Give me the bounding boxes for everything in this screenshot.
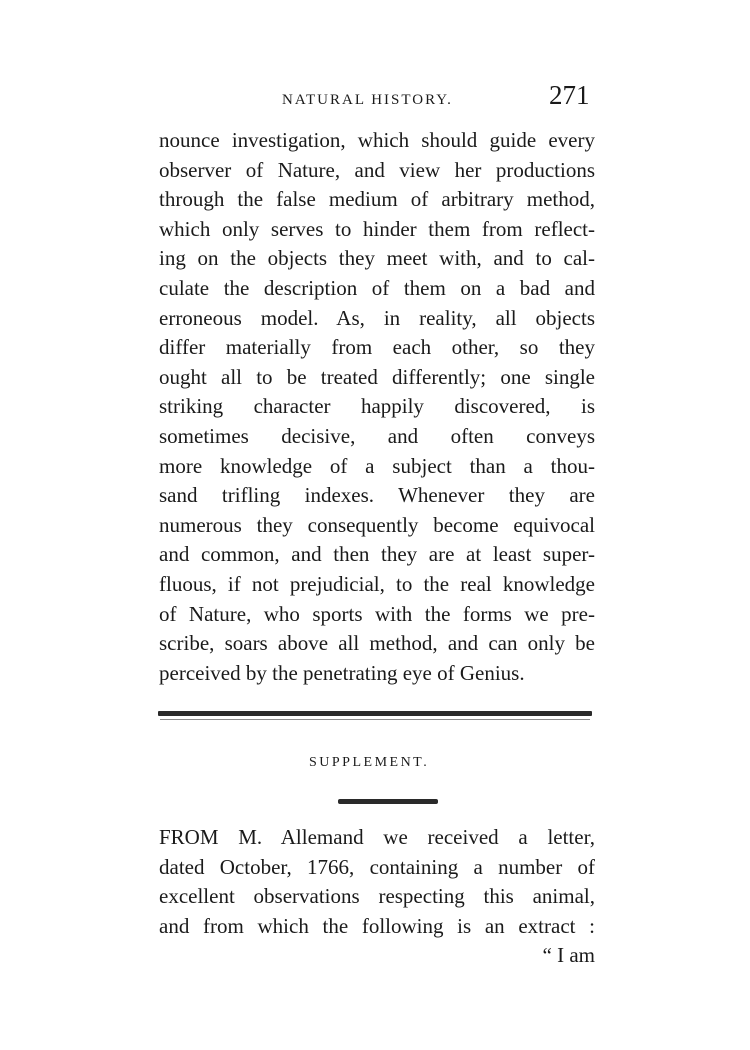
text-line: excellent observations respecting this animal, <box>159 884 595 909</box>
section-divider-hairline <box>160 719 590 720</box>
page-number: 271 <box>549 80 590 110</box>
running-title: NATURAL HISTORY. <box>282 92 453 108</box>
supplement-title: SUPPLEMENT. <box>309 755 430 770</box>
text-line: and from which the following is an extract : <box>159 913 595 938</box>
text-line: erroneous model. As, in reality, all objects <box>159 305 595 330</box>
text-line: which only serves to hinder them from reflect- <box>159 216 595 241</box>
heading-ornament-rule <box>338 799 438 804</box>
supplement-paragraph <box>159 823 595 971</box>
text-line: numerous they consequently become equivocal <box>159 512 595 537</box>
running-head <box>0 78 750 118</box>
section-divider-rule <box>158 711 592 716</box>
text-line: and common, and then they are at least super- <box>159 542 595 567</box>
text-line: culate the description of them on a bad and <box>159 275 595 300</box>
text-line: sometimes decisive, and often conveys <box>159 423 595 448</box>
text-line: dated October, 1766, containing a number of <box>159 854 595 879</box>
text-line: FROM M. Allemand we received a letter, <box>159 825 595 849</box>
text-line: scribe, soars above all method, and can only be <box>159 631 595 656</box>
catchword: “ I am <box>542 943 595 968</box>
text-line: of Nature, who sports with the forms we pre- <box>159 601 595 626</box>
text-line: observer of Nature, and view her productions <box>159 157 595 182</box>
body-paragraph <box>159 126 595 688</box>
text-line: nounce investigation, which should guide every <box>159 128 595 152</box>
text-line: sand trifling indexes. Whenever they are <box>159 483 595 508</box>
text-line: ought all to be treated differently; one single <box>159 364 595 389</box>
text-line: differ materially from each other, so they <box>159 335 595 360</box>
text-line: ing on the objects they meet with, and to cal- <box>159 246 595 271</box>
text-line: more knowledge of a subject than a thou- <box>159 453 595 478</box>
text-line: perceived by the penetrating eye of Genius. <box>159 660 525 685</box>
text-line: through the false medium of arbitrary method, <box>159 187 595 212</box>
text-line: fluous, if not prejudicial, to the real knowledge <box>159 571 595 596</box>
text-line: striking character happily discovered, is <box>159 394 595 419</box>
